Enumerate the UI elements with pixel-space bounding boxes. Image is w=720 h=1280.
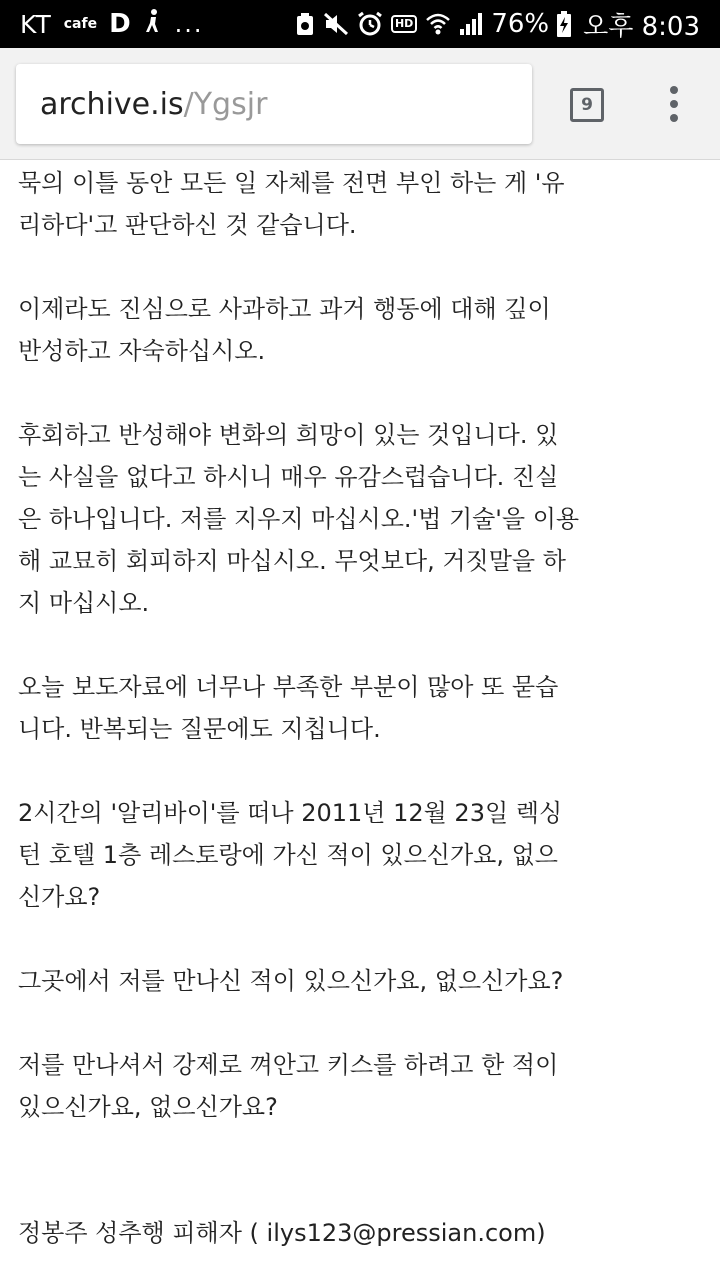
status-bar: [0, 0, 720, 48]
url-path: /Ygsjr: [183, 86, 268, 122]
article-line: 그곳에서 저를 만나신 적이 있으신가요, 없으신가요?: [18, 967, 564, 995]
person-walk-icon: [143, 8, 163, 40]
article-paragraph: [18, 288, 578, 372]
menu-dot: [670, 86, 678, 94]
article-paragraph: [18, 162, 578, 246]
article-line: 신가요?: [18, 883, 101, 911]
article-line: 오늘 보도자료에 너무나 부족한 부분이 많아 또 묻습: [18, 673, 559, 701]
paragraph-spacer: [18, 1170, 578, 1212]
menu-dot: [670, 114, 678, 122]
article-line: 저를 만나셔서 강제로 껴안고 키스를 하려고 한 적이: [18, 1051, 559, 1079]
status-left: [20, 8, 204, 40]
battery-charging-icon: [557, 11, 571, 37]
article-line: 이제라도 진심으로 사과하고 과거 행동에 대해 깊이: [18, 295, 551, 323]
article-line: 있으신가요, 없으신가요?: [18, 1093, 278, 1121]
article-line: 반성하고 자숙하십시오.: [18, 337, 266, 365]
article-body: [18, 162, 578, 1254]
clock: 오후 8:03: [583, 11, 700, 42]
article-line: 후회하고 반성해야 변화의 희망이 있는 것입니다. 있: [18, 421, 559, 449]
article-line: 리하다'고 판단하신 것 같습니다.: [18, 211, 357, 239]
article-line: 2시간의 '알리바이'를 떠나 2011년 12월 23일 렉싱: [18, 799, 563, 827]
overflow-menu-icon[interactable]: [658, 84, 690, 124]
article-line: 지 마십시오.: [18, 589, 150, 617]
mute-icon: [323, 12, 349, 36]
article-line: 묵의 이틀 동안 모든 일 자체를 전면 부인 하는 게 '유: [18, 169, 565, 197]
battery-percent: 76%: [491, 9, 550, 39]
alarm-icon: [357, 11, 383, 37]
article-paragraph: [18, 792, 578, 918]
tab-switcher-button[interactable]: 9: [570, 88, 604, 122]
article-line: 턴 호텔 1층 레스토랑에 가신 적이 있으신가요, 없으: [18, 841, 558, 869]
article-line: 니다. 반복되는 질문에도 지칩니다.: [18, 715, 381, 743]
url-domain: archive.is: [40, 86, 184, 122]
recycle-box-icon: [295, 12, 315, 36]
article-paragraph: [18, 960, 578, 1002]
status-right: [295, 6, 700, 43]
article-line: 해 교묘히 회피하지 마십시오. 무엇보다, 거짓말을 하: [18, 547, 566, 575]
article-line: 는 사실을 없다고 하시니 매우 유감스럽습니다. 진실: [18, 463, 559, 491]
url-bar[interactable]: [16, 64, 532, 144]
article-signature: 정봉주 성추행 피해자 ( ilys123@pressian.com): [18, 1219, 546, 1247]
browser-toolbar: [0, 48, 720, 160]
hd-badge-icon: HD: [391, 15, 417, 33]
article-paragraph: [18, 1044, 578, 1128]
signal-icon: [459, 12, 483, 36]
d-notification-icon: D: [109, 9, 131, 39]
article-paragraph: [18, 666, 578, 750]
article-line: 은 하나입니다. 저를 지우지 마십시오.'법 기술'을 이용: [18, 505, 580, 533]
menu-dot: [670, 100, 678, 108]
wifi-icon: [425, 12, 451, 36]
carrier-label: KT: [20, 9, 52, 39]
cafe-notification-icon: cafe: [63, 16, 98, 32]
article-paragraph: [18, 414, 578, 624]
more-notifications-icon: ...: [174, 10, 204, 38]
